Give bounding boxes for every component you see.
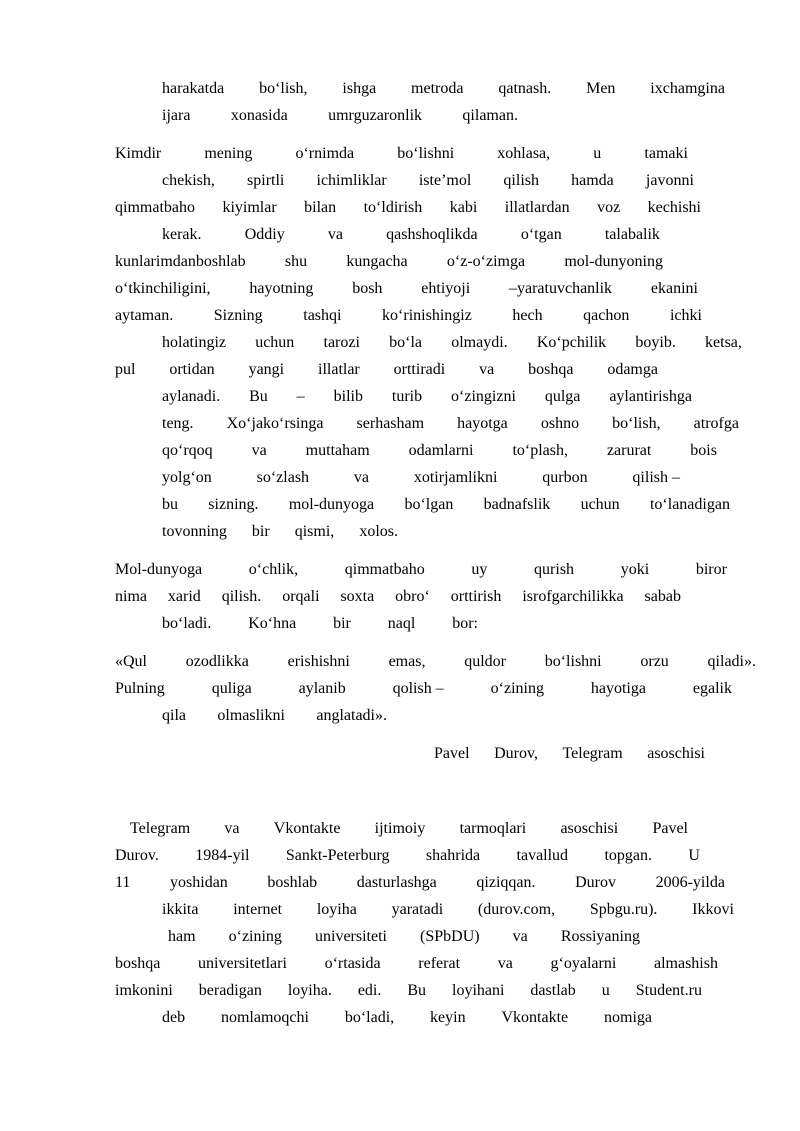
word: o‘chlik, (248, 561, 299, 578)
word: chekish, (162, 172, 215, 189)
word: sizning. (208, 496, 259, 513)
word: Sizning (213, 307, 263, 324)
word: qila (162, 707, 186, 724)
word: Durov, (494, 745, 538, 762)
text-line (115, 845, 700, 867)
word: kungacha (346, 253, 408, 270)
word: va (224, 820, 240, 837)
word: orzu (640, 653, 669, 670)
text-line (168, 926, 640, 948)
word: sabab (644, 588, 681, 605)
word: bo‘lgan (404, 496, 454, 513)
word: o‘zingizni (451, 388, 516, 405)
word: xolos. (359, 523, 398, 540)
word: muttaham (305, 442, 370, 459)
word: u (601, 982, 610, 999)
text-line (162, 494, 730, 516)
text-line (162, 467, 680, 489)
text-line (162, 521, 398, 543)
word: voz (597, 199, 621, 216)
word: loyiha (316, 901, 357, 918)
word: bosh (352, 280, 383, 297)
word: qo‘rqoq (162, 442, 213, 459)
text-line (115, 559, 727, 581)
word: 11 (115, 874, 131, 891)
word: harakatda (162, 80, 225, 97)
word: quldor (464, 653, 506, 670)
word: uy (471, 561, 488, 578)
word: ishga (342, 80, 377, 97)
word: qolish – (392, 680, 444, 697)
word: va (251, 442, 267, 459)
word: Ikkovi (692, 901, 734, 918)
word: to‘lanadigan (649, 496, 730, 513)
text-line (115, 980, 702, 1002)
word: odamlarni (408, 442, 474, 459)
word: xohlasa, (497, 145, 551, 162)
word: Pulning (115, 680, 165, 697)
word: bo‘ladi. (162, 615, 212, 632)
word: boshqa (115, 955, 161, 972)
word: tamaki (644, 145, 688, 162)
word: Bu (407, 982, 427, 999)
text-line (115, 143, 688, 165)
word: odamga (607, 361, 658, 378)
word: aylanib (298, 680, 346, 697)
word: aylanadi. (162, 388, 221, 405)
word: Telegram (130, 820, 191, 837)
word: bo‘lish, (259, 80, 308, 97)
word: Rossiyaning (560, 928, 640, 945)
word: orqali (282, 588, 320, 605)
word: hech (512, 307, 543, 324)
word: yaratadi (391, 901, 444, 918)
word: qachon (583, 307, 630, 324)
word: Spbgu.ru). (589, 901, 658, 918)
word: o‘tkinchiligini, (115, 280, 211, 297)
word: va (327, 226, 343, 243)
word: mol-dunyoga (288, 496, 375, 513)
text-line (115, 953, 718, 975)
word: hayotning (249, 280, 314, 297)
word: illatlardan (504, 199, 570, 216)
word: universiteti (315, 928, 387, 945)
word: so‘zlash (256, 469, 310, 486)
word: zarurat (606, 442, 652, 459)
word: mening (204, 145, 253, 162)
word: qimmatbaho (344, 561, 425, 578)
word: biror (695, 561, 727, 578)
text-line (115, 251, 663, 273)
word: boshqa (528, 361, 574, 378)
word: kechishi (647, 199, 701, 216)
word: imkonini (115, 982, 173, 999)
word: hayotga (457, 415, 508, 432)
text-line (162, 613, 478, 635)
word: bo‘lishni (544, 653, 602, 670)
word: qashshoqlikda (386, 226, 478, 243)
word: bu (162, 496, 178, 513)
word: xotirjamlikni (413, 469, 498, 486)
text-line (115, 305, 702, 327)
text-line (115, 278, 698, 300)
word: Telegram (562, 745, 623, 762)
word: Kimdir (115, 145, 162, 162)
word: o‘rnimda (295, 145, 355, 162)
word: atrofga (693, 415, 739, 432)
word: to‘ldirish (363, 199, 423, 216)
word: ichki (669, 307, 702, 324)
word: shahrida (425, 847, 481, 864)
word: o‘rtasida (324, 955, 381, 972)
text-line (162, 78, 725, 100)
word: va (353, 469, 370, 486)
word: asoschisi (560, 820, 619, 837)
word: nomiga (604, 1009, 652, 1026)
text-line (115, 872, 725, 894)
word: turib (391, 388, 423, 405)
text-line (115, 678, 732, 700)
word: teng. (162, 415, 194, 432)
word: almashish (653, 955, 718, 972)
text-line (162, 170, 694, 192)
word: beradigan (198, 982, 262, 999)
word: ijara (162, 107, 191, 124)
word: olmaslikni (217, 707, 285, 724)
word: Xo‘jako‘rsinga (226, 415, 324, 432)
word: spirtli (247, 172, 285, 189)
word: hamda (571, 172, 614, 189)
text-line (162, 440, 717, 462)
word: u (593, 145, 602, 162)
word: oshno (540, 415, 580, 432)
word: internet (233, 901, 283, 918)
word: keyin (430, 1009, 466, 1026)
word: anglatadi». (316, 707, 387, 724)
word: –yaratuvchanlik (508, 280, 613, 297)
word: Durov (575, 874, 616, 891)
word: erishishni (287, 653, 350, 670)
word: isrofgarchilikka (522, 588, 624, 605)
word: olmaydi. (451, 334, 508, 351)
text-line (162, 332, 742, 354)
word: nomlamoqchi (220, 1009, 309, 1026)
word: qatnash. (498, 80, 552, 97)
word: obro‘ (395, 588, 430, 605)
word: universitetlari (198, 955, 287, 972)
word: bilan (304, 199, 337, 216)
word: qiladi». (707, 653, 756, 670)
word: Pavel (434, 745, 470, 762)
word: – (296, 388, 305, 405)
word: ozodlikka (185, 653, 249, 670)
word: dastlab (530, 982, 576, 999)
word: kabi (449, 199, 478, 216)
text-line (115, 651, 756, 673)
word: ijtimoiy (374, 820, 426, 837)
word: qurish (534, 561, 575, 578)
word: boyib. (635, 334, 676, 351)
word: to‘plash, (512, 442, 568, 459)
word: edi. (357, 982, 382, 999)
word: serhasham (356, 415, 425, 432)
word: deb (162, 1009, 186, 1026)
word: va (512, 928, 528, 945)
word: tashqi (303, 307, 342, 324)
word: (durov.com, (477, 901, 556, 918)
word: loyihani (452, 982, 505, 999)
word: Durov. (115, 847, 159, 864)
word: illatlar (318, 361, 360, 378)
word: orttiradi (393, 361, 446, 378)
text-line (162, 105, 518, 127)
text-line (130, 818, 688, 840)
word: bor: (452, 615, 478, 632)
text-line (162, 413, 739, 435)
word: g‘oyalarni (550, 955, 617, 972)
word: (SPbDU) (420, 928, 480, 945)
word: talabalik (604, 226, 660, 243)
word: va (479, 361, 495, 378)
word: metroda (411, 80, 464, 97)
text-line (162, 1007, 652, 1029)
word: Oddiy (244, 226, 285, 243)
word: bir (251, 523, 270, 540)
word: tarmoqlari (459, 820, 527, 837)
word: Mol-dunyoga (115, 561, 203, 578)
word: Student.ru (635, 982, 702, 999)
word: ortidan (169, 361, 215, 378)
word: referat (418, 955, 461, 972)
word: qismi, (294, 523, 335, 540)
word: ham (168, 928, 196, 945)
word: qimmatbaho (115, 199, 195, 216)
word: bir (333, 615, 351, 632)
word: ekanini (650, 280, 698, 297)
word: umrguzaronlik (328, 107, 423, 124)
word: yoki (620, 561, 650, 578)
word: xarid (167, 588, 201, 605)
word: ikkita (162, 901, 199, 918)
word: qilish – (632, 469, 680, 486)
word: Men (586, 80, 616, 97)
word: tavallud (516, 847, 569, 864)
text-line (115, 586, 681, 608)
word: qiziqqan. (476, 874, 536, 891)
word: pul (115, 361, 136, 378)
word: orttirish (450, 588, 502, 605)
word: bois (690, 442, 717, 459)
word: Ko‘hna (248, 615, 297, 632)
word: ko‘rinishingiz (382, 307, 472, 324)
word: boshlab (267, 874, 318, 891)
word: o‘z-o‘zimga (446, 253, 526, 270)
word: emas, (388, 653, 426, 670)
word: naql (387, 615, 416, 632)
word: nima (115, 588, 147, 605)
word: loyiha. (287, 982, 332, 999)
word: qilaman. (462, 107, 518, 124)
word: hayotiga (590, 680, 646, 697)
word: soxta (340, 588, 375, 605)
word: 1984-yil (195, 847, 250, 864)
word: o‘tgan (520, 226, 562, 243)
text-line (162, 899, 734, 921)
word: o‘zining (228, 928, 282, 945)
word: uchun (255, 334, 295, 351)
text-line (162, 705, 387, 727)
word: yangi (248, 361, 285, 378)
word: kunlarimdanboshlab (115, 253, 246, 270)
word: Vkontakte (501, 1009, 569, 1026)
word: «Qul (115, 653, 147, 670)
word: o‘zining (490, 680, 544, 697)
word: bo‘la (389, 334, 422, 351)
word: Pavel (652, 820, 688, 837)
word: egalik (692, 680, 732, 697)
word: Ko‘pchilik (536, 334, 607, 351)
text-line (162, 386, 692, 408)
word: Vkontakte (273, 820, 341, 837)
word: bilib (333, 388, 363, 405)
text-line (434, 743, 705, 765)
word: bo‘lish, (612, 415, 661, 432)
word: tarozi (323, 334, 360, 351)
word: ichimliklar (316, 172, 387, 189)
word: kerak. (162, 226, 202, 243)
word: aylantirishga (609, 388, 692, 405)
word: javonni (645, 172, 694, 189)
word: yolg‘on (162, 469, 212, 486)
word: qurbon (542, 469, 588, 486)
word: Sankt-Peterburg (285, 847, 390, 864)
word: bo‘lishni (397, 145, 455, 162)
word: holatingiz (162, 334, 226, 351)
text-line (115, 359, 658, 381)
word: uchun (580, 496, 620, 513)
word: mol-dunyoning (564, 253, 663, 270)
word: bo‘ladi, (344, 1009, 395, 1026)
word: ixchamgina (650, 80, 725, 97)
word: badnafslik (483, 496, 551, 513)
word: quliga (211, 680, 252, 697)
word: U (688, 847, 700, 864)
word: xonasida (230, 107, 288, 124)
word: aytaman. (115, 307, 174, 324)
word: va (497, 955, 513, 972)
text-line (115, 197, 701, 219)
word: kiyimlar (222, 199, 277, 216)
word: qulga (544, 388, 581, 405)
word: qilish (503, 172, 539, 189)
text-line (162, 224, 660, 246)
word: ketsa, (705, 334, 742, 351)
word: yoshidan (170, 874, 228, 891)
word: Bu (249, 388, 268, 405)
word: iste’mol (418, 172, 472, 189)
word: topgan. (604, 847, 652, 864)
word: qilish. (221, 588, 262, 605)
word: dasturlashga (356, 874, 437, 891)
word: 2006-yilda (655, 874, 725, 891)
word: shu (284, 253, 308, 270)
word: asoschisi (647, 745, 705, 762)
word: ehtiyoji (421, 280, 471, 297)
word: tovonning (162, 523, 227, 540)
